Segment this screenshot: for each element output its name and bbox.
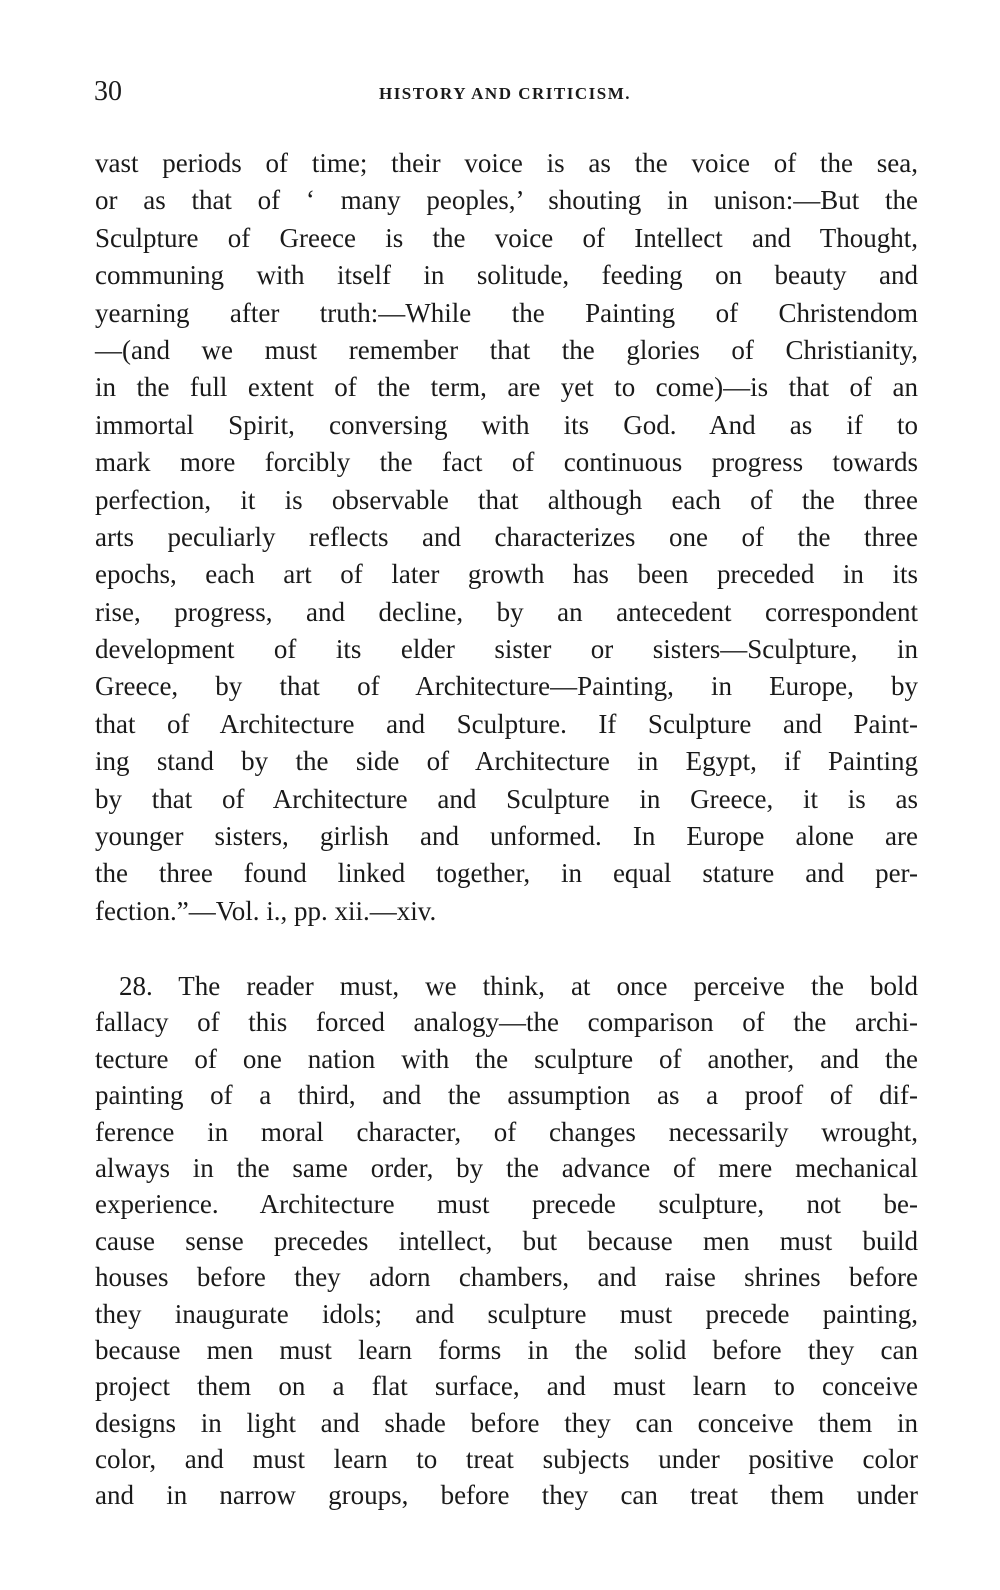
text-line: color, and must learn to treat subjects under positive color	[95, 1444, 918, 1475]
text-line: development of its elder sister or sisters—Sculpture, in	[95, 634, 918, 665]
text-line: by that of Architecture and Sculpture in Greece, it is as	[95, 783, 918, 814]
text-line: vast periods of time; their voice is as the voice of the sea,	[95, 148, 918, 178]
running-title: HISTORY AND CRITICISM.	[378, 84, 632, 103]
paragraph-28	[95, 968, 918, 1514]
page-number: 30	[94, 76, 122, 107]
text-line: younger sisters, girlish and unformed. In Europe alone are	[95, 821, 918, 852]
text-line: designs in light and shade before they can conceive them in	[95, 1407, 918, 1438]
text-line: immortal Spirit, conversing with its God. And as if to	[95, 409, 918, 440]
text-line: project them on a flat surface, and must learn to conceive	[95, 1371, 918, 1402]
text-line: rise, progress, and decline, by an antecedent correspondent	[95, 596, 918, 627]
text-line: experience. Architecture must precede sculpture, not be-	[95, 1189, 918, 1220]
text-line: the three found linked together, in equal stature and per-	[95, 858, 918, 889]
text-line: ference in moral character, of changes necessarily wrought,	[95, 1116, 918, 1147]
text-line: or as that of ‘ many peoples,’ shouting in unison:—But the	[95, 185, 918, 216]
text-line: —(and we must remember that the glories of Christianity,	[95, 334, 918, 365]
text-line: epochs, each art of later growth has been preceded in its	[95, 559, 918, 590]
text-line: they inaugurate idols; and sculpture must precede painting,	[95, 1298, 918, 1329]
text-line: 28. The reader must, we think, at once perceive the bold	[119, 971, 918, 1001]
text-line: yearning after truth:—While the Painting of Christendom	[95, 297, 918, 328]
text-line: ing stand by the side of Architecture in Egypt, if Painting	[95, 746, 918, 777]
text-line: tecture of one nation with the sculpture of another, and the	[95, 1043, 918, 1074]
text-line: perfection, it is observable that although each of the three	[95, 484, 918, 515]
text-line: fection.”—Vol. i., pp. xii.—xiv.	[95, 895, 437, 926]
text-line: painting of a third, and the assumption as a proof of dif-	[95, 1080, 918, 1111]
text-line: cause sense precedes intellect, but because men must build	[95, 1225, 918, 1256]
paragraph-quote-end	[95, 145, 918, 930]
text-line: Greece, by that of Architecture—Painting, in Europe, by	[95, 671, 918, 702]
text-line: always in the same order, by the advance of mere mechanical	[95, 1152, 918, 1183]
text-line: houses before they adorn chambers, and raise shrines before	[95, 1262, 918, 1293]
text-line: fallacy of this forced analogy—the comparison of the archi-	[95, 1007, 918, 1038]
text-line: arts peculiarly reflects and characterizes one of the three	[95, 521, 918, 552]
text-line: and in narrow groups, before they can treat them under	[95, 1480, 918, 1511]
text-line: that of Architecture and Sculpture. If Sculpture and Paint-	[95, 708, 918, 739]
text-line: communing with itself in solitude, feeding on beauty and	[95, 260, 918, 291]
text-line: because men must learn forms in the solid before they can	[95, 1334, 918, 1365]
text-line: mark more forcibly the fact of continuous progress towards	[95, 447, 918, 478]
text-line: Sculpture of Greece is the voice of Intellect and Thought,	[95, 222, 918, 253]
text-line: in the full extent of the term, are yet to come)—is that of an	[95, 372, 918, 403]
